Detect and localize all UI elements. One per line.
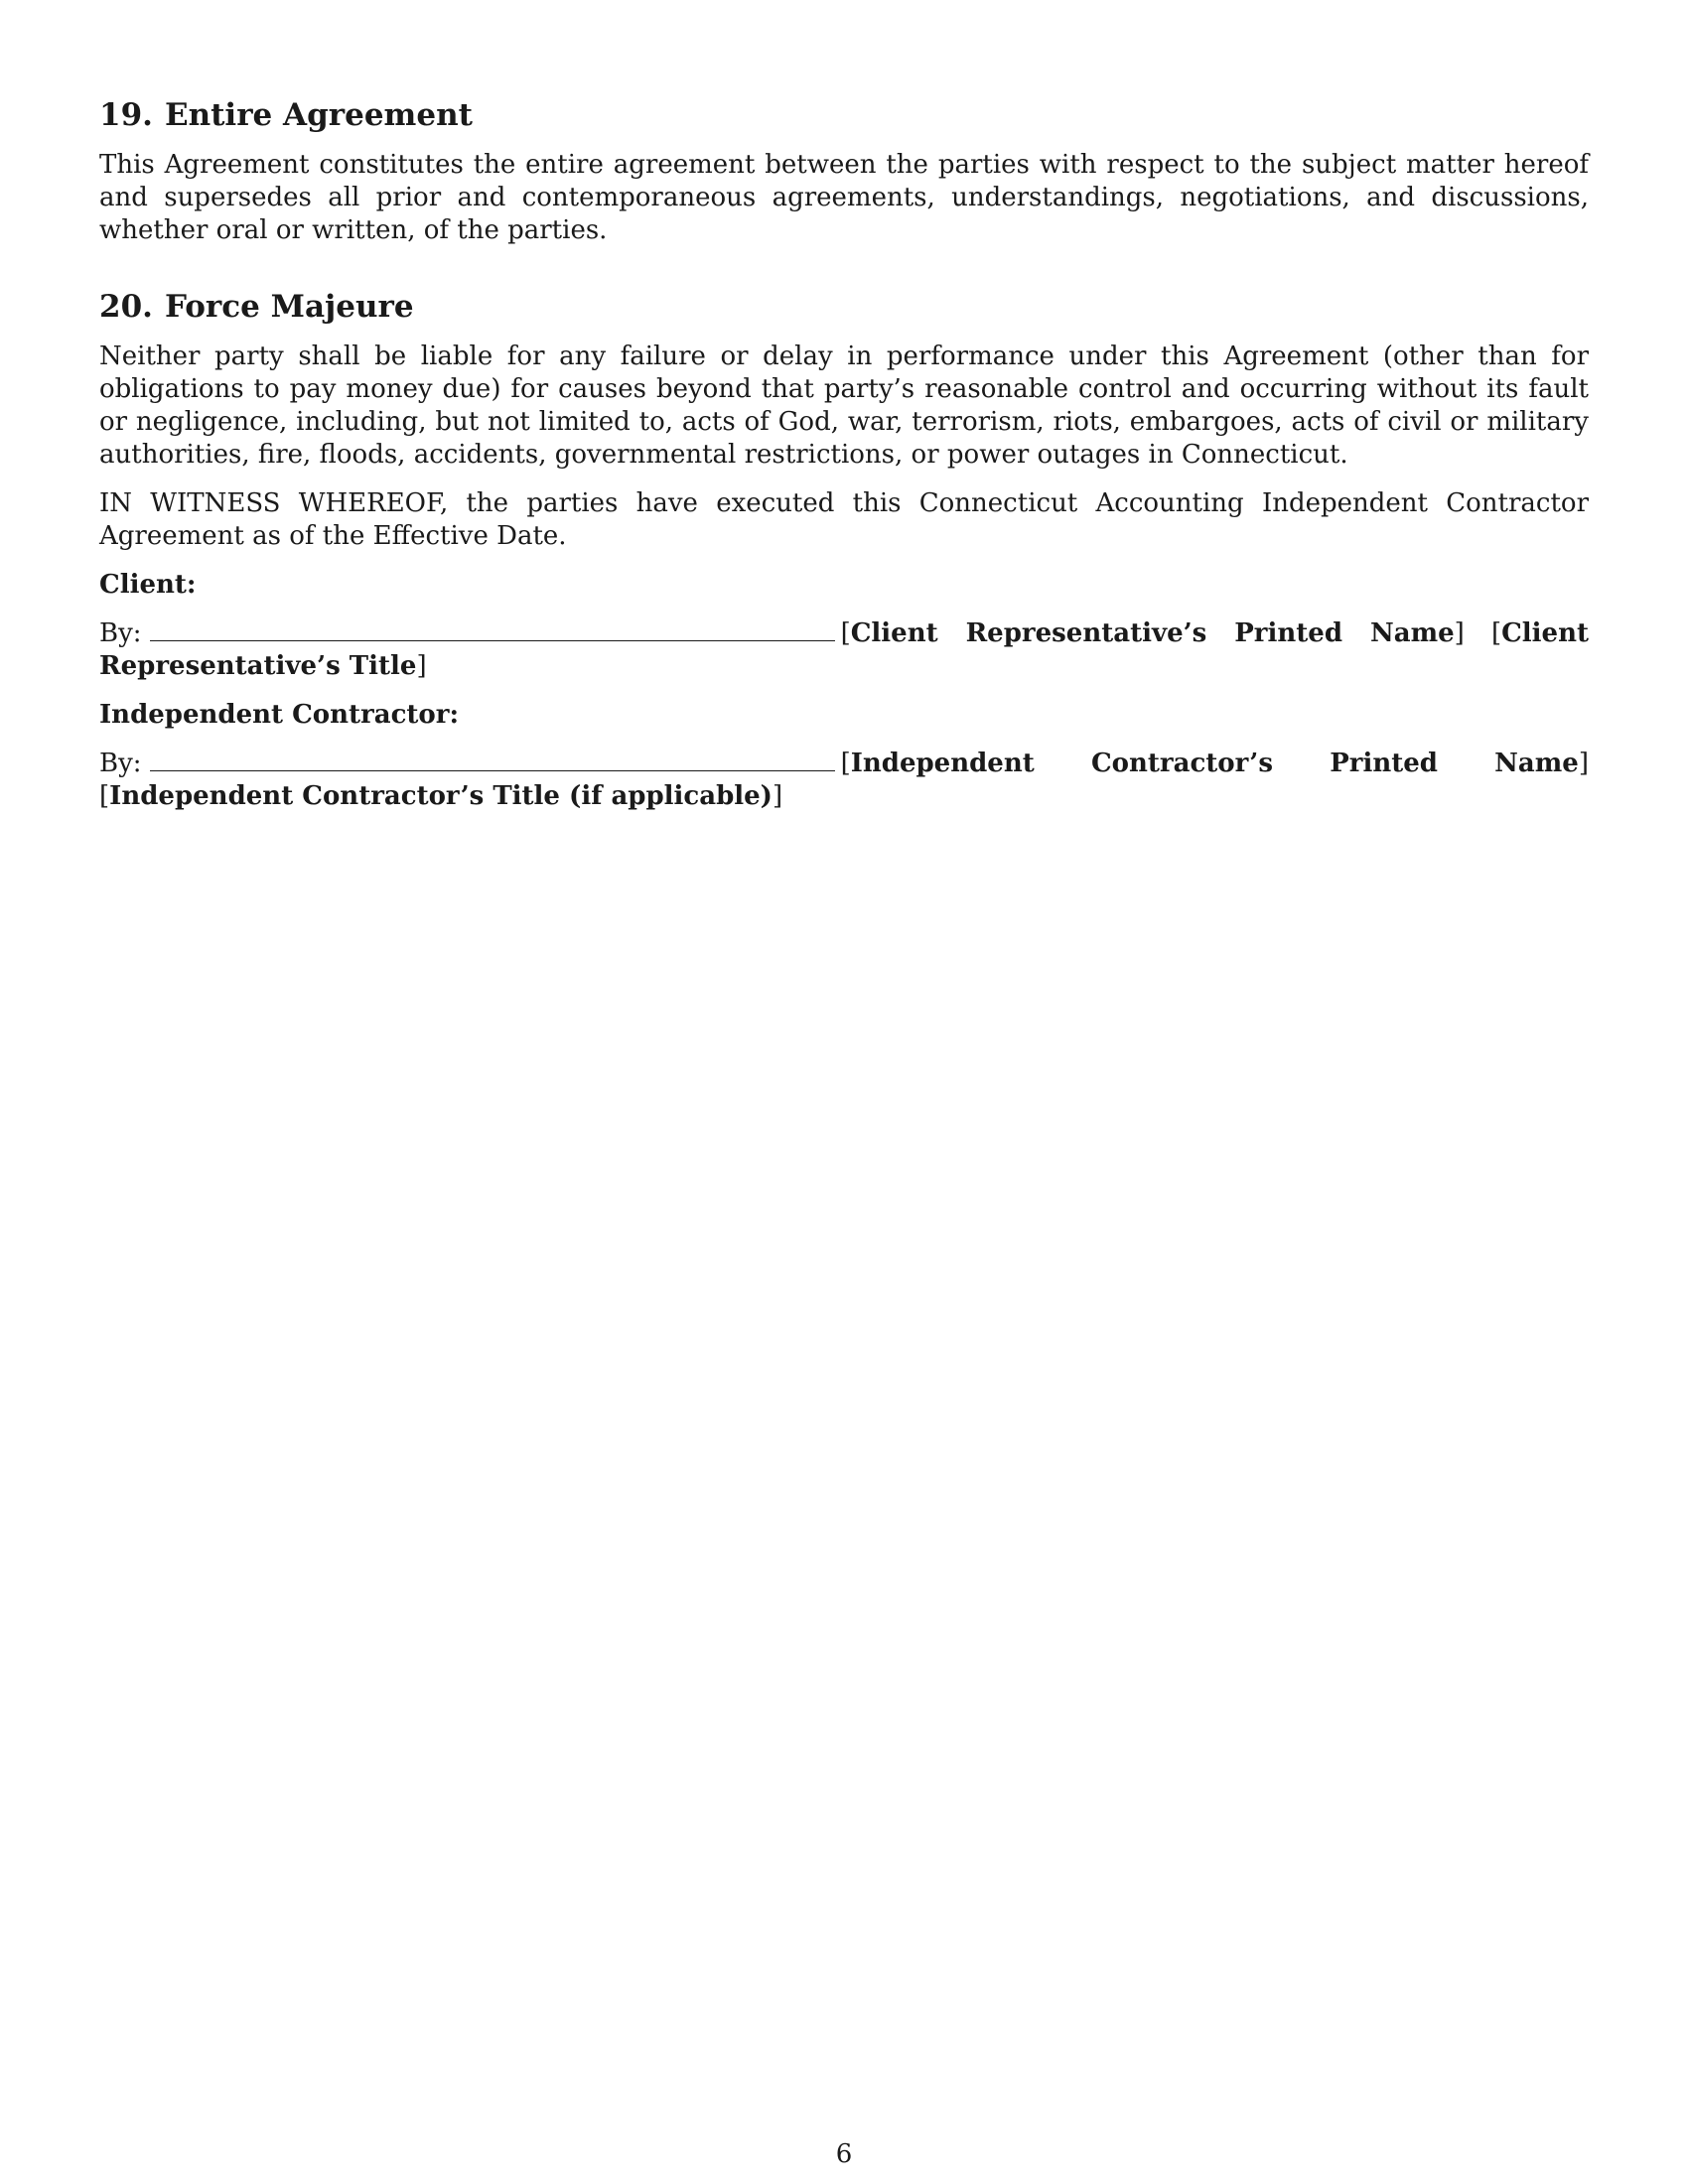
- client-name-placeholder: Client Representative’s Printed Name: [850, 618, 1455, 648]
- section-19-heading: [99, 95, 1589, 135]
- section-19-title: Entire Agreement: [164, 97, 473, 133]
- client-title-placeholder: Client Representative’s Title: [99, 618, 1589, 681]
- client-signature-line: By: [Client Representative’s Printed Name] [Client Representative’s Title]: [99, 618, 1589, 681]
- page-number: 6: [835, 2139, 853, 2169]
- contractor-signature-blank[interactable]: [150, 749, 835, 771]
- section-20-body: Neither party shall be liable for any failure or delay in performance under this Agreement (other than for obligations to pay money due) for causes beyond that party’s reasonable control and occurring without its fault or negligence, including, but not limited to, acts of God, war, terrorism, riots, embargoes, acts of civil or military authorities, fire, floods, accidents, governmental restrictions, or power outages in Connecticut.: [99, 341, 1589, 470]
- client-label: Client:: [99, 570, 197, 600]
- contractor-title-placeholder: Independent Contractor’s Title (if applicable): [109, 781, 773, 811]
- contractor-signature-line: By: [Independent Contractor’s Printed Name] [Independent Contractor’s Title (if applicable)]: [99, 749, 1589, 811]
- witness-clause: IN WITNESS WHEREOF, the parties have executed this Connecticut Accounting Independent Contractor Agreement as of the Effective Date.: [99, 488, 1589, 551]
- contractor-label: Independent Contractor:: [99, 700, 460, 730]
- document-page: [99, 95, 1589, 829]
- client-by-label: By:: [99, 618, 142, 648]
- contractor-by-label: By:: [99, 749, 142, 778]
- contractor-name-placeholder: Independent Contractor’s Printed Name: [850, 749, 1579, 778]
- section-20-title: Force Majeure: [164, 289, 414, 325]
- client-signature-blank[interactable]: [150, 618, 835, 641]
- section-20-number: 20.: [99, 289, 153, 325]
- section-19-body: This Agreement constitutes the entire agreement between the parties with respect to the subject matter hereof and supersedes all prior and contemporaneous agreements, understandings, negotiations, and discussions, whether oral or written, of the parties.: [99, 150, 1589, 245]
- section-20-heading: [99, 287, 1589, 327]
- section-19-number: 19.: [99, 97, 153, 133]
